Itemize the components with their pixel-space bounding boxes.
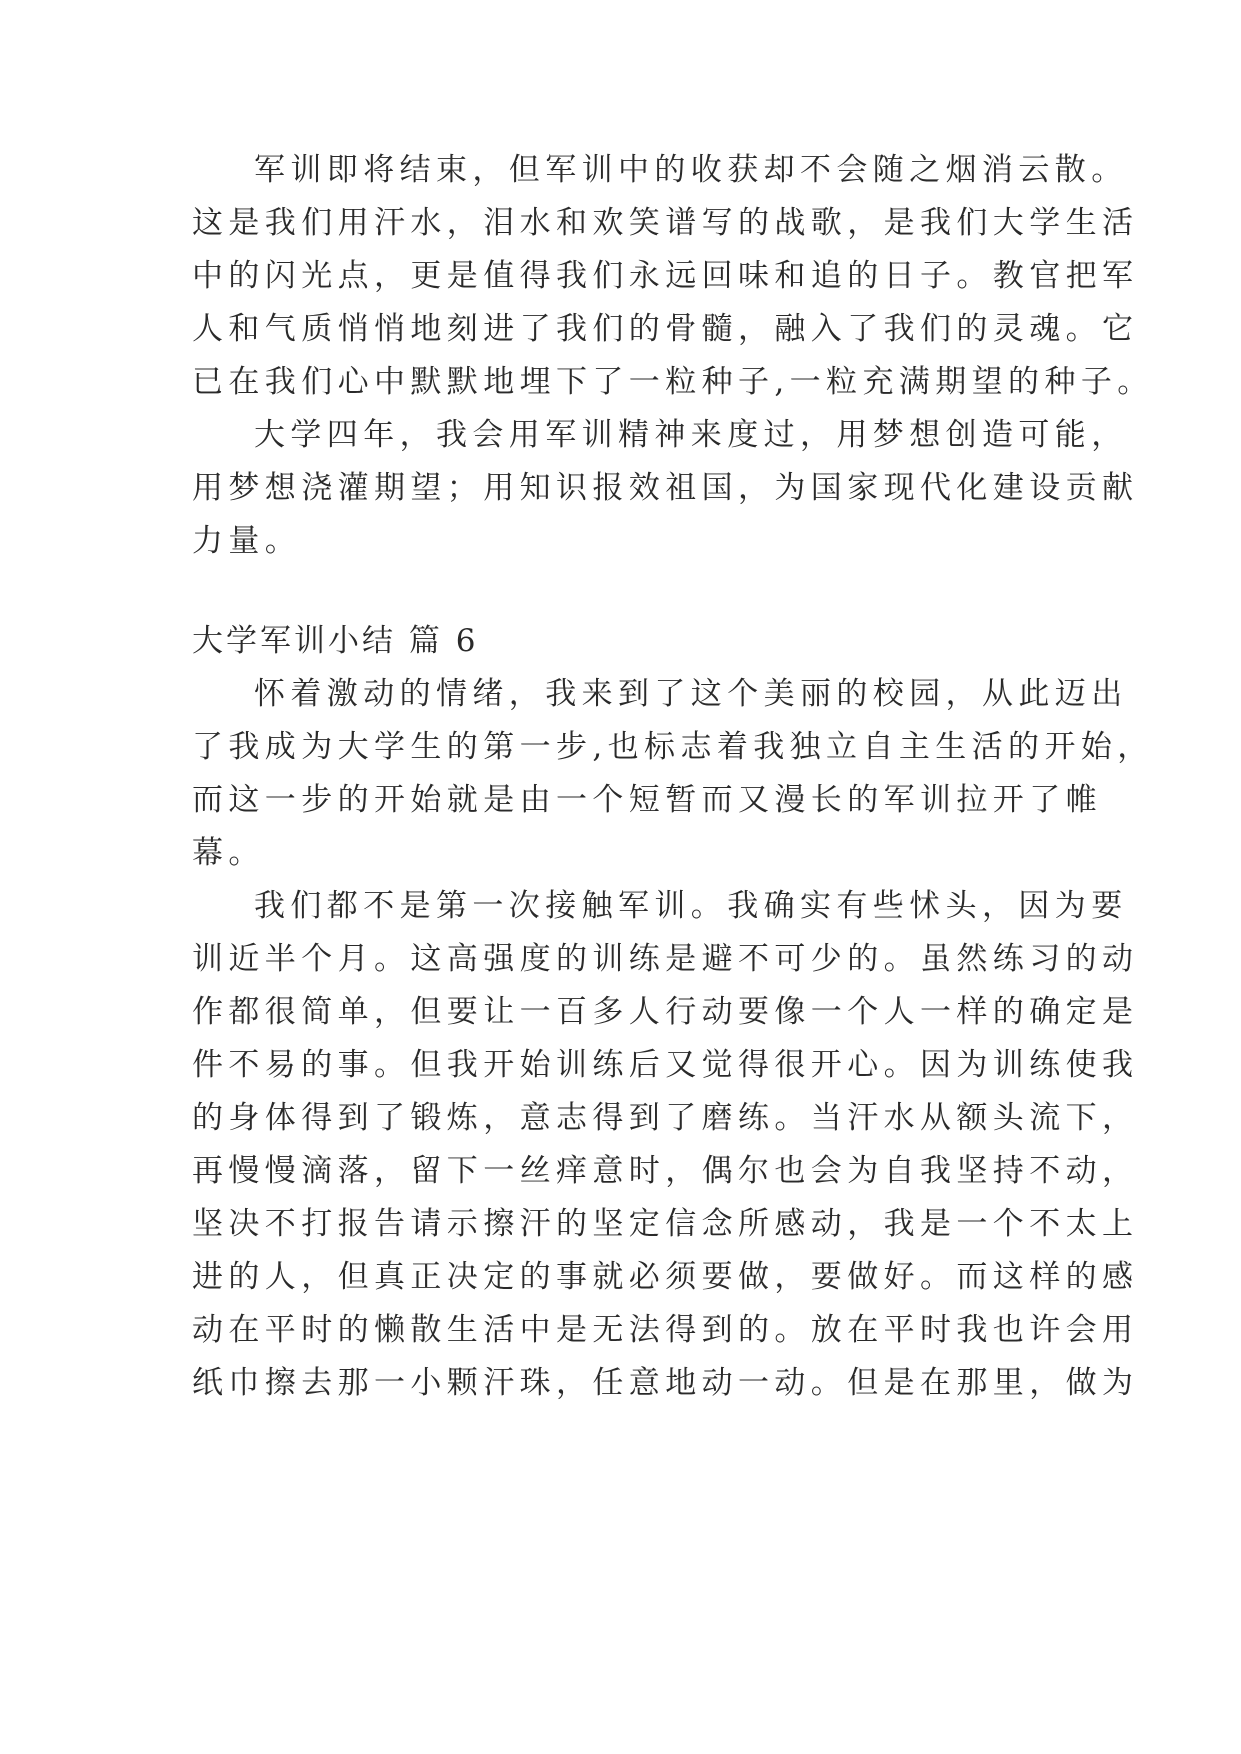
paragraph-line: 这是我们用汗水，泪水和欢笑谱写的战歌，是我们大学生活 <box>192 205 1139 241</box>
paragraph-line: 中的闪光点，更是值得我们永远回味和追的日子。教官把军 <box>192 258 1139 294</box>
paragraph-line: 力量。 <box>192 523 302 559</box>
paragraph-line: 大学四年，我会用军训精神来度过，用梦想创造可能， <box>254 417 1128 453</box>
paragraph-line: 动在平时的懒散生活中是无法得到的。放在平时我也许会用 <box>192 1312 1139 1348</box>
paragraph-line: 纸巾擦去那一小颗汗珠，任意地动一动。但是在那里，做为 <box>192 1365 1139 1401</box>
paragraph-line: 怀着激动的情绪，我来到了这个美丽的校园，从此迈出 <box>254 676 1128 712</box>
paragraph-line: 件不易的事。但我开始训练后又觉得很开心。因为训练使我 <box>192 1047 1139 1083</box>
paragraph-line: 作都很简单，但要让一百多人行动要像一个人一样的确定是 <box>192 994 1139 1030</box>
paragraph-line: 进的人，但真正决定的事就必须要做，要做好。而这样的感 <box>192 1259 1139 1295</box>
paragraph-line: 用梦想浇灌期望；用知识报效祖国，为国家现代化建设贡献 <box>192 470 1139 506</box>
paragraph-line: 了我成为大学生的第一步,也标志着我独立自主生活的开始， <box>192 729 1154 765</box>
paragraph-line: 的身体得到了锻炼，意志得到了磨练。当汗水从额头流下， <box>192 1100 1139 1136</box>
paragraph-line: 幕。 <box>192 835 265 871</box>
paragraph-line: 训近半个月。这高强度的训练是避不可少的。虽然练习的动 <box>192 941 1139 977</box>
paragraph-line: 已在我们心中默默地埋下了一粒种子,一粒充满期望的种子。 <box>192 364 1154 400</box>
paragraph-line: 我们都不是第一次接触军训。我确实有些怵头，因为要 <box>254 888 1128 924</box>
paragraph-line: 军训即将结束，但军训中的收获却不会随之烟消云散。 <box>254 152 1128 188</box>
section-heading: 大学军训小结 篇 6 <box>192 623 479 659</box>
paragraph-line: 人和气质悄悄地刻进了我们的骨髓，融入了我们的灵魂。它 <box>192 311 1139 347</box>
paragraph-line: 而这一步的开始就是由一个短暂而又漫长的军训拉开了帷 <box>192 782 1102 818</box>
paragraph-line: 再慢慢滴落，留下一丝痒意时，偶尔也会为自我坚持不动， <box>192 1153 1139 1189</box>
paragraph-line: 坚决不打报告请示擦汗的坚定信念所感动，我是一个不太上 <box>192 1206 1139 1242</box>
